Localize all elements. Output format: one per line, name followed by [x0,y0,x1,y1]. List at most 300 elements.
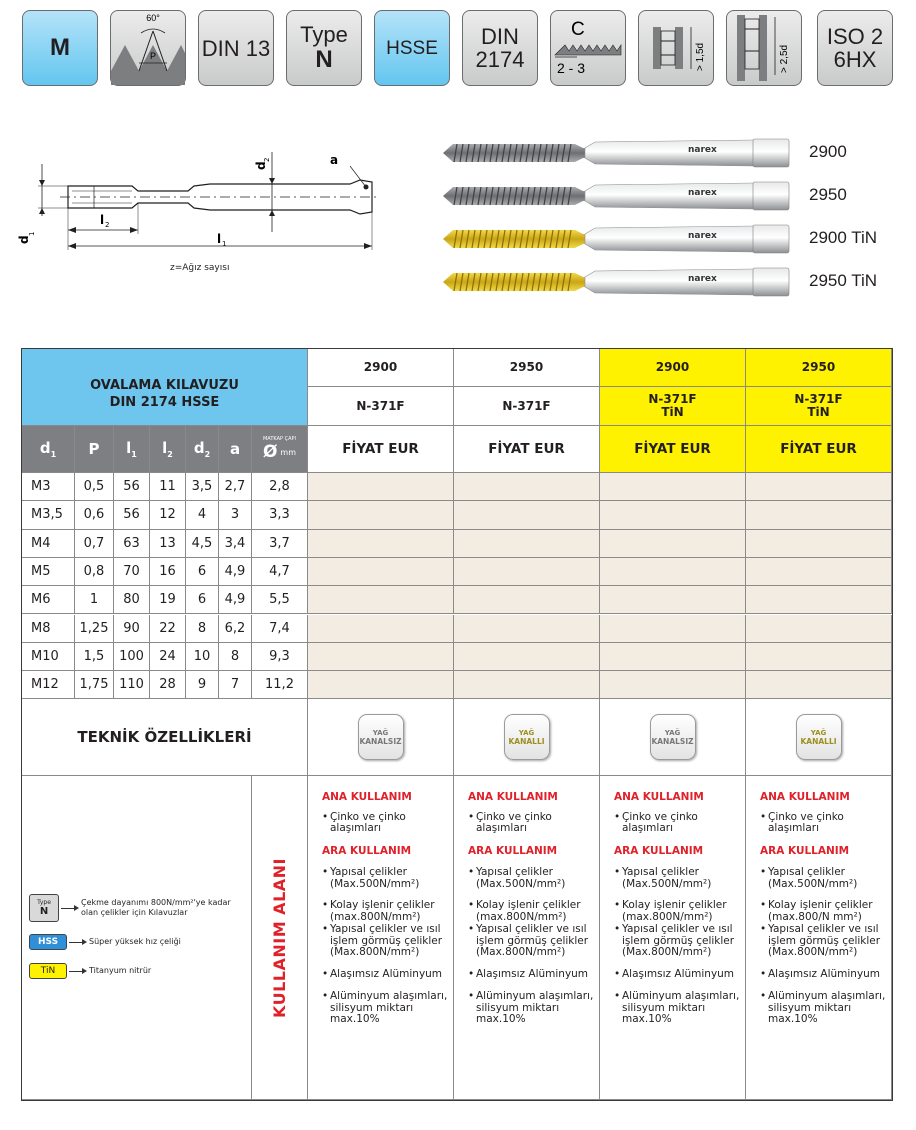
legend-text: Titanyum nitrür [89,966,152,976]
angle-text: 60° [146,13,160,23]
legend-chip-text: TiN [40,966,56,977]
drawing-caption: z=Ağız sayısı [170,263,230,273]
technical-features-label [22,699,308,776]
price-cell [454,501,600,529]
dim-value: 0,6 [83,507,105,523]
secondary-usage-item: • Alaşımsız Alüminyum [614,969,745,981]
dim-header-main: l [162,439,168,457]
dim-value: 1,5 [83,648,105,664]
dim-header [75,426,114,473]
tool-brand: narex [688,145,717,155]
dim-header-sub: 1 [50,450,57,459]
oil-badge-line1: YAĞ [664,728,681,737]
price-cell [454,615,600,643]
table-cell [75,473,114,501]
thread-size: M5 [31,564,51,580]
usage-cell [746,776,892,1100]
dim-value: 11,2 [265,677,294,693]
table-cell [150,530,186,558]
column-price-header [600,426,746,473]
main-usage-item: • Çinko ve çinko alaşımları [614,812,745,835]
main-usage-item: • Çinko ve çinko alaşımları [468,812,599,835]
price-cell [746,558,892,586]
metric-label: M [50,34,70,61]
dim-value: 0,7 [83,535,105,551]
din2174-icon [462,10,538,86]
technical-features-text: TEKNİK ÖZELLİKLERİ [77,728,252,747]
column-code-text: 2950 [509,360,544,374]
usage-content [454,776,599,1026]
price-cell [308,615,454,643]
d1-label: d [17,235,31,244]
table-cell [150,671,186,699]
column-price-header [746,426,892,473]
legend-arrow-icon [61,908,75,909]
table-title-line2: DIN 2174 HSSE [109,395,220,410]
dim-header-text [194,439,210,459]
oil-channel-icon [504,714,550,760]
dim-value: 0,5 [83,479,105,495]
legend-chip-text: HSS [37,937,59,948]
legend-row [29,894,245,922]
secondary-usage-item: • Kolay işlenir çelikler (max.800/N mm²) [760,900,891,923]
column-name-text: N-371F [794,392,843,406]
usage-content [746,776,891,1026]
price-cell [600,671,746,699]
dim-header [114,426,150,473]
table-cell [114,643,150,671]
dim-value: 10 [193,648,211,664]
price-cell [600,501,746,529]
main-usage-title: ANA KULLANIM [760,791,850,804]
table-cell [75,530,114,558]
tool-label: 2950 [809,185,847,204]
table-cell [22,615,75,643]
dim-header-text [162,439,173,459]
dim-value: 5,5 [269,592,290,608]
column-code-text: 2900 [655,360,690,374]
secondary-usage-item: • Alaşımsız Alüminyum [322,969,453,981]
tap-tool-image [435,265,795,299]
price-cell [454,643,600,671]
price-header-text: FİYAT EUR [780,440,857,457]
legend-chip [29,934,67,950]
table-cell [150,586,186,614]
hole-1-5d-graphic [639,11,713,85]
secondary-usage-item: • Alaşımsız Alüminyum [760,969,891,981]
table-cell [186,615,219,643]
secondary-usage-item: • Yapısal çelikler ve ısıl işlem görmüş çelikler (Max.800N/mm²) [322,924,453,959]
column-price-header [308,426,454,473]
dim-value: 6 [197,592,207,608]
hole-2-5d-graphic [727,11,801,85]
secondary-usage-item: • Yapısal çelikler ve ısıl işlem görmüş çelikler (Max.800N/mm²) [760,924,891,959]
table-cell [219,530,252,558]
column-name-text: N-371F [356,398,405,413]
dim-header-text [126,439,137,459]
oil-badge-line2: KANALSIZ [651,736,694,746]
price-cell [600,558,746,586]
oil-badge-line2: KANALLI [508,736,545,746]
table-cell [186,501,219,529]
dim-value: 13 [159,535,176,551]
oil-channel-icon [650,714,696,760]
material-label: HSSE [386,37,438,59]
chamfer-icon [550,10,626,86]
oil-badge-line2: KANALLI [800,736,837,746]
dim-value: 6,2 [224,620,246,636]
secondary-usage-item: • Kolay işlenir çelikler (max.800N/mm²) [322,900,453,923]
price-cell [454,586,600,614]
table-cell [219,643,252,671]
secondary-usage-item: • Yapısal çelikler ve ısıl işlem görmüş çelikler (Max.800N/mm²) [614,924,745,959]
column-code-text: 2900 [363,360,398,374]
drill-header-unit: mm [280,447,297,457]
table-cell [75,643,114,671]
dim-header-main: P [88,440,100,458]
d2-label: d [254,161,268,170]
thread-size: M8 [31,620,51,636]
din13-icon [198,10,274,86]
l2-label: l [100,213,105,227]
column-price-header [454,426,600,473]
dim-value: 70 [123,564,140,580]
secondary-usage-item: • Alaşımsız Alüminyum [468,969,599,981]
table-cell [114,530,150,558]
table-cell [252,671,308,699]
tool-label: 2950 TiN [809,271,878,290]
type-letter: N [315,45,333,73]
usage-vertical-label: KULLANIM ALANI [270,857,289,1018]
dim-header-sub: 1 [131,450,137,459]
oil-channel-cell [454,699,600,776]
table-cell [252,530,308,558]
dim-value: 4,5 [191,535,213,551]
dim-header [150,426,186,473]
dim-value: 100 [119,648,144,664]
column-coating-text: TiN [661,405,684,419]
column-coating-text: TiN [807,405,830,419]
table-cell [186,586,219,614]
dim-value: 4,9 [224,564,246,580]
main-usage-title: ANA KULLANIM [614,791,704,804]
legend-arrow-icon [69,942,83,943]
main-usage-title: ANA KULLANIM [468,791,558,804]
secondary-usage-item: • Alüminyum alaşımları, silisyum miktarı max.10% [614,991,745,1026]
secondary-usage-item: • Yapısal çelikler ve ısıl işlem görmüş çelikler (Max.800N/mm²) [468,924,599,959]
price-cell [746,615,892,643]
secondary-usage-item: • Yapısal çelikler (Max.500N/mm²) [760,867,891,890]
oil-badge-line1: YAĞ [372,728,389,737]
table-cell [186,643,219,671]
price-header-text: FİYAT EUR [342,440,419,457]
table-cell [22,586,75,614]
secondary-usage-title: ARA KULLANIM [614,844,704,857]
price-header-text: FİYAT EUR [634,440,711,457]
dim-value: 24 [159,648,176,664]
blind-hole-2-5d-icon [726,10,802,86]
legend-chip [29,963,67,979]
dim-header [22,426,75,473]
drill-header-symbol: Ø [262,442,278,462]
table-cell [114,558,150,586]
dim-value: 11 [159,479,176,495]
table-cell [75,501,114,529]
table-cell [114,586,150,614]
price-cell [454,473,600,501]
table-cell [219,586,252,614]
table-cell [252,473,308,501]
secondary-usage-item: • Yapısal çelikler (Max.500N/mm²) [614,867,745,890]
usage-content [600,776,745,1026]
table-cell [22,643,75,671]
table-title-line1: OVALAMA KILAVUZU [90,378,239,393]
drill-diameter-header [252,426,308,473]
price-cell [308,643,454,671]
price-cell [600,615,746,643]
table-cell [186,473,219,501]
a-label: a [330,153,339,167]
price-cell [600,643,746,671]
table-cell [75,558,114,586]
column-code [454,349,600,387]
dim-value: 3,5 [191,479,213,495]
dim-value: 2,7 [224,479,246,495]
table-cell [150,615,186,643]
tool-brand: narex [688,188,717,198]
chamfer-graphic [551,11,625,85]
tool-label: 2900 TiN [809,228,878,247]
legend-text: Süper yüksek hız çeliği [89,937,181,947]
l2-sub: 2 [105,221,110,229]
oil-channel-icon [358,714,404,760]
dim-value: 9 [197,677,207,693]
dim-value: 90 [123,620,140,636]
price-cell [454,530,600,558]
tap-tool-image [435,222,795,256]
dim-header-main: d [39,439,51,457]
chamfer-range: 2 - 3 [557,60,586,76]
price-cell [308,586,454,614]
thread-profile-icon [110,10,186,86]
price-cell [308,501,454,529]
table-cell [186,558,219,586]
dim-value: 22 [159,620,176,636]
dim-header-sub: 2 [167,450,173,459]
type-word: Type [300,21,348,47]
icon-row [22,10,902,88]
dim-header [186,426,219,473]
hole2-label: > 2,5d [779,44,790,73]
price-cell [454,558,600,586]
table-cell [22,501,75,529]
column-product-name [600,387,746,426]
dim-value: 4,7 [269,564,290,580]
pitch-text: P [149,51,157,61]
table-cell [252,501,308,529]
dim-header-text [230,440,240,458]
table-title [22,349,308,426]
table-cell [114,473,150,501]
hole1-label: > 1,5d [695,42,706,71]
table-cell [22,671,75,699]
column-code [308,349,454,387]
table-cell [75,586,114,614]
table-cell [219,615,252,643]
usage-cell [454,776,600,1100]
oil-channel-cell [308,699,454,776]
tool-brand: narex [688,231,717,241]
dim-value: 7,4 [269,620,290,636]
dim-header-main: a [229,440,241,458]
dim-value: 6 [197,564,207,580]
column-code [746,349,892,387]
dim-value: 28 [159,677,176,693]
price-cell [308,671,454,699]
secondary-usage-item: • Yapısal çelikler (Max.500N/mm²) [322,867,453,890]
din-line1: DIN [481,24,519,49]
usage-cell [600,776,746,1100]
dim-value: 110 [119,677,144,693]
l1-label: l [217,232,222,246]
dim-value: 16 [159,564,176,580]
secondary-usage-item: • Alüminyum alaşımları, silisyum miktarı max.10% [760,991,891,1026]
dim-value: 56 [123,479,140,495]
dim-value: 3,7 [269,535,290,551]
table-cell [219,671,252,699]
secondary-usage-title: ARA KULLANIM [760,844,850,857]
table-cell [150,643,186,671]
secondary-usage-item: • Alüminyum alaşımları, silisyum miktarı max.10% [468,991,599,1026]
dim-header-main: l [126,439,132,457]
price-cell [746,473,892,501]
main-usage-item: • Çinko ve çinko alaşımları [322,812,453,835]
iso-line1: ISO 2 [826,24,884,49]
price-cell [600,473,746,501]
legend-row [29,963,245,979]
main-usage-item: • Çinko ve çinko alaşımları [760,812,891,835]
d1-sub: 1 [28,231,36,236]
dim-header-text [89,440,100,458]
thread-profile-graphic [111,11,185,85]
price-header-text: FİYAT EUR [488,440,565,457]
din-line2: 2174 [475,47,525,72]
table-cell [114,501,150,529]
column-name-text: N-371F [502,398,551,413]
table-cell [219,501,252,529]
secondary-usage-item: • Kolay işlenir çelikler (max.800N/mm²) [614,900,745,923]
table-cell [150,473,186,501]
price-cell [746,530,892,558]
dim-header-text [40,439,56,459]
table-cell [150,558,186,586]
dim-header [219,426,252,473]
column-name-text: N-371F [648,392,697,406]
dim-value: 8 [197,620,207,636]
legend-row [29,934,245,950]
through-hole-1-5d-icon [638,10,714,86]
legend-arrow-icon [69,971,83,972]
metric-thread-icon [22,10,98,86]
dim-value: 1,25 [79,620,109,636]
iso2-icon [817,10,893,86]
oil-badge-line1: YAĞ [810,728,827,737]
tool-label: 2900 [809,142,847,161]
dim-header-sub: 2 [204,450,211,459]
oil-badge-line1: YAĞ [518,728,535,737]
dim-value: 1,75 [79,677,109,693]
table-cell [75,615,114,643]
dim-value: 3 [230,507,240,523]
table-cell [22,530,75,558]
tap-tool-image [435,136,795,170]
table-cell [219,473,252,501]
dim-value: 19 [159,592,176,608]
column-code [600,349,746,387]
table-cell [252,558,308,586]
table-cell [186,671,219,699]
price-cell [308,530,454,558]
table-cell [252,586,308,614]
dim-value: 3,3 [269,507,290,523]
table-cell [75,671,114,699]
thread-size: M6 [31,592,51,608]
column-product-name [454,387,600,426]
price-cell [600,530,746,558]
dim-value: 63 [123,535,140,551]
table-cell [22,558,75,586]
d2-sub: 2 [263,157,271,162]
type-n-icon [286,10,362,86]
table-cell [219,558,252,586]
legend-chip [29,894,59,922]
thread-size: M4 [31,535,51,551]
thread-size: M3,5 [31,507,63,523]
dim-value: 4 [197,507,207,523]
legend-chip-top: Type [37,899,51,907]
dim-value: 3,4 [224,535,246,551]
chamfer-letter: C [571,19,585,40]
drill-header-top: MATKAP ÇAPI [262,436,297,442]
dim-value: 80 [123,592,140,608]
dim-value: 1 [89,592,99,608]
price-cell [308,473,454,501]
table-cell [186,530,219,558]
dim-value: 12 [159,507,176,523]
thread-size: M12 [31,677,59,693]
dim-value: 7 [230,677,240,693]
secondary-usage-item: • Kolay işlenir çelikler (max.800N/mm²) [468,900,599,923]
din13-label: DIN 13 [201,35,271,61]
oil-badge-line2: KANALSIZ [359,736,402,746]
table-cell [252,615,308,643]
table-cell [114,615,150,643]
tool-brand: narex [688,274,717,284]
dim-value: 9,3 [269,648,290,664]
legend-chip-text: N [39,906,49,918]
dim-value: 56 [123,507,140,523]
dim-header-main: d [193,439,205,457]
column-product-name [746,387,892,426]
secondary-usage-item: • Alüminyum alaşımları, silisyum miktarı max.10% [322,991,453,1026]
secondary-usage-title: ARA KULLANIM [468,844,558,857]
thread-size: M10 [31,648,59,664]
price-cell [746,501,892,529]
thread-size: M3 [31,479,51,495]
price-cell [454,671,600,699]
hsse-icon [374,10,450,86]
dim-value: 4,9 [224,592,246,608]
